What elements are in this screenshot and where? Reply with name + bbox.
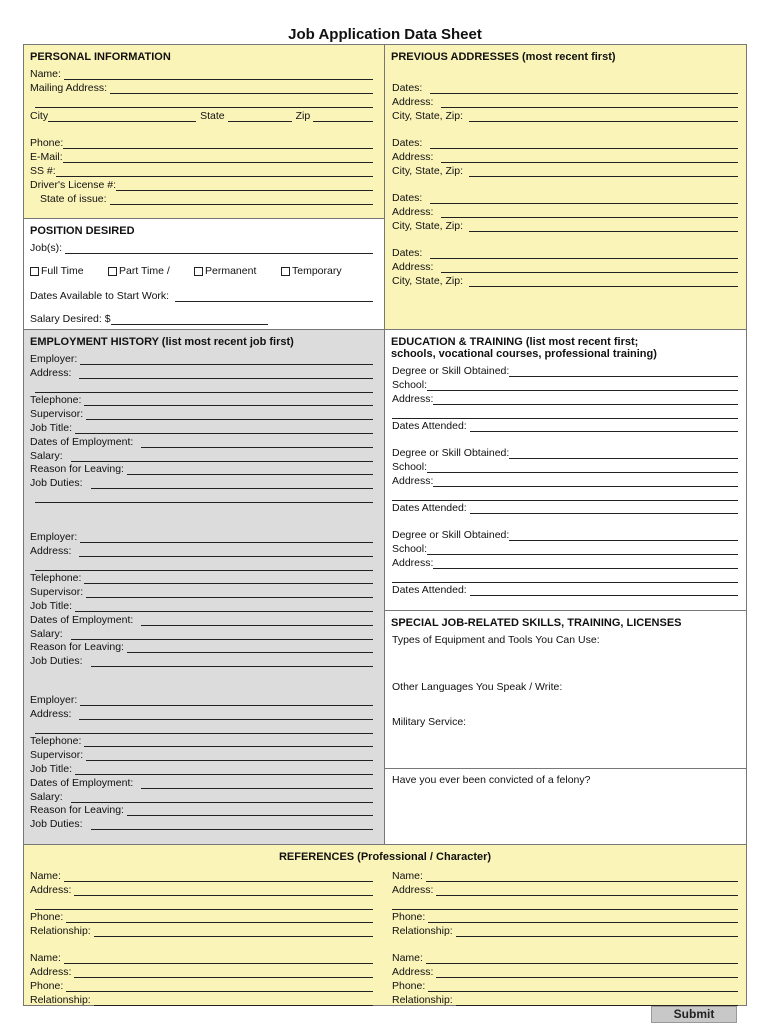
checkbox-icon — [194, 267, 203, 276]
checkbox-icon — [108, 267, 117, 276]
reference-phone-field[interactable]: Phone: — [30, 980, 373, 992]
references-header: REFERENCES (Professional / Character) — [278, 851, 492, 863]
dates-of-employment-field[interactable]: Dates of Employment: — [30, 614, 373, 626]
previous-addresses-header: PREVIOUS ADDRESSES (most recent first) — [391, 51, 616, 63]
supervisor-field[interactable]: Supervisor: — [30, 586, 373, 598]
education-training-section — [384, 329, 747, 611]
supervisor-field[interactable]: Supervisor: — [30, 408, 373, 420]
felony-section — [384, 768, 747, 845]
checkbox-icon — [30, 267, 39, 276]
school-field[interactable]: School: — [392, 461, 738, 473]
employer-field[interactable]: Employer: — [30, 531, 373, 543]
reference-relationship-field[interactable]: Relationship: — [392, 925, 738, 937]
reference-name-field[interactable]: Name: — [392, 870, 738, 882]
permanent-checkbox[interactable]: Permanent — [194, 265, 256, 277]
reference-address-field[interactable]: Address: — [30, 966, 373, 978]
school-address-field[interactable]: Address: — [392, 557, 738, 569]
reference-address-field[interactable]: Address: — [392, 966, 738, 978]
reference-phone-field[interactable]: Phone: — [392, 980, 738, 992]
email-field[interactable]: E-Mail: — [30, 151, 373, 163]
reference-relationship-field[interactable]: Relationship: — [30, 925, 373, 937]
part-time-checkbox[interactable]: Part Time / — [108, 265, 170, 277]
reference-phone-field[interactable]: Phone: — [30, 911, 373, 923]
page-title: Job Application Data Sheet — [288, 26, 482, 43]
prev-city-state-zip-field[interactable]: City, State, Zip: — [392, 165, 738, 177]
temporary-checkbox[interactable]: Temporary — [281, 265, 342, 277]
dates-of-employment-field[interactable]: Dates of Employment: — [30, 777, 373, 789]
special-skills-header: SPECIAL JOB-RELATED SKILLS, TRAINING, LICENSES — [391, 617, 682, 629]
prev-address-field[interactable]: Address: — [392, 206, 738, 218]
prev-dates-field[interactable]: Dates: — [392, 82, 738, 94]
mailing-address-field[interactable]: Mailing Address: — [30, 82, 373, 94]
reason-for-leaving-field[interactable]: Reason for Leaving: — [30, 463, 373, 475]
employer-field[interactable]: Employer: — [30, 694, 373, 706]
prev-address-field[interactable]: Address: — [392, 261, 738, 273]
prev-dates-field[interactable]: Dates: — [392, 192, 738, 204]
reference-name-field[interactable]: Name: — [30, 870, 373, 882]
salary-field[interactable]: Salary: — [30, 791, 373, 803]
employer-address-line2[interactable] — [35, 381, 373, 393]
job-title-field[interactable]: Job Title: — [30, 763, 373, 775]
education-header-line1: EDUCATION & TRAINING (list most recent first; — [391, 336, 639, 348]
job-duties-field[interactable]: Job Duties: — [30, 477, 373, 489]
drivers-license-field[interactable]: Driver's License #: — [30, 179, 373, 191]
school-address-line2[interactable] — [392, 489, 738, 501]
dates-attended-field[interactable]: Dates Attended: — [392, 584, 738, 596]
dates-available-field[interactable]: Dates Available to Start Work: — [30, 290, 373, 302]
degree-field[interactable]: Degree or Skill Obtained: — [392, 447, 738, 459]
dates-attended-field[interactable]: Dates Attended: — [392, 420, 738, 432]
position-desired-header: POSITION DESIRED — [30, 225, 135, 237]
full-time-checkbox[interactable]: Full Time — [30, 265, 84, 277]
reference-relationship-field[interactable]: Relationship: — [392, 994, 738, 1006]
job-duties-line2[interactable] — [35, 491, 373, 503]
equipment-tools-label[interactable]: Types of Equipment and Tools You Can Use: — [392, 634, 600, 646]
school-address-field[interactable]: Address: — [392, 393, 738, 405]
salary-desired-field[interactable]: Salary Desired: $ — [30, 313, 268, 325]
job-duties-field[interactable]: Job Duties: — [30, 655, 373, 667]
phone-field[interactable]: Phone: — [30, 137, 373, 149]
felony-question[interactable]: Have you ever been convicted of a felony? — [392, 774, 591, 786]
dates-attended-field[interactable]: Dates Attended: — [392, 502, 738, 514]
special-skills-section — [384, 610, 747, 769]
previous-addresses-section — [384, 44, 747, 330]
prev-city-state-zip-field[interactable]: City, State, Zip: — [392, 220, 738, 232]
state-of-issue-field[interactable]: State of issue: — [40, 193, 373, 205]
employment-history-section — [23, 329, 385, 845]
reference-address-field[interactable]: Address: — [30, 884, 373, 896]
salary-field[interactable]: Salary: — [30, 628, 373, 640]
employer-address-field[interactable]: Address: — [30, 367, 373, 379]
position-desired-section — [23, 218, 385, 330]
employer-address-field[interactable]: Address: — [30, 545, 373, 557]
reference-address-line2[interactable] — [35, 898, 373, 910]
job-title-field[interactable]: Job Title: — [30, 600, 373, 612]
supervisor-field[interactable]: Supervisor: — [30, 749, 373, 761]
degree-field[interactable]: Degree or Skill Obtained: — [392, 365, 738, 377]
education-header-line2: schools, vocational courses, professional training) — [391, 348, 657, 360]
job-title-field[interactable]: Job Title: — [30, 422, 373, 434]
employment-history-header: EMPLOYMENT HISTORY (list most recent job first) — [30, 336, 294, 348]
languages-label[interactable]: Other Languages You Speak / Write: — [392, 681, 563, 693]
reason-for-leaving-field[interactable]: Reason for Leaving: — [30, 804, 373, 816]
jobs-field[interactable]: Job(s): — [30, 242, 373, 254]
name-field[interactable]: Name: — [30, 68, 373, 80]
reference-name-field[interactable]: Name: — [30, 952, 373, 964]
employer-address-field[interactable]: Address: — [30, 708, 373, 720]
degree-field[interactable]: Degree or Skill Obtained: — [392, 529, 738, 541]
reference-address-line2[interactable] — [392, 898, 738, 910]
telephone-field[interactable]: Telephone: — [30, 735, 373, 747]
school-address-line2[interactable] — [392, 407, 738, 419]
personal-information-header: PERSONAL INFORMATION — [30, 51, 171, 63]
school-address-line2[interactable] — [392, 571, 738, 583]
mailing-address-line2[interactable] — [35, 96, 373, 108]
city-state-zip-field[interactable]: City State Zip — [30, 110, 373, 122]
reason-for-leaving-field[interactable]: Reason for Leaving: — [30, 641, 373, 653]
personal-information-section — [23, 44, 385, 219]
telephone-field[interactable]: Telephone: — [30, 572, 373, 584]
salary-field[interactable]: Salary: — [30, 450, 373, 462]
reference-relationship-field[interactable]: Relationship: — [30, 994, 373, 1006]
prev-address-field[interactable]: Address: — [392, 96, 738, 108]
employer-field[interactable]: Employer: — [30, 353, 373, 365]
job-duties-field[interactable]: Job Duties: — [30, 818, 373, 830]
submit-button[interactable]: Submit — [651, 1006, 737, 1023]
school-field[interactable]: School: — [392, 379, 738, 391]
reference-name-field[interactable]: Name: — [392, 952, 738, 964]
dates-of-employment-field[interactable]: Dates of Employment: — [30, 436, 373, 448]
prev-city-state-zip-field[interactable]: City, State, Zip: — [392, 110, 738, 122]
reference-phone-field[interactable]: Phone: — [392, 911, 738, 923]
prev-dates-field[interactable]: Dates: — [392, 247, 738, 259]
telephone-field[interactable]: Telephone: — [30, 394, 373, 406]
prev-dates-field[interactable]: Dates: — [392, 137, 738, 149]
checkbox-icon — [281, 267, 290, 276]
school-field[interactable]: School: — [392, 543, 738, 555]
reference-address-field[interactable]: Address: — [392, 884, 738, 896]
ss-field[interactable]: SS #: — [30, 165, 373, 177]
school-address-field[interactable]: Address: — [392, 475, 738, 487]
employer-address-line2[interactable] — [35, 722, 373, 734]
prev-city-state-zip-field[interactable]: City, State, Zip: — [392, 275, 738, 287]
military-service-label[interactable]: Military Service: — [392, 716, 467, 728]
references-section — [23, 844, 747, 1006]
prev-address-field[interactable]: Address: — [392, 151, 738, 163]
employer-address-line2[interactable] — [35, 559, 373, 571]
